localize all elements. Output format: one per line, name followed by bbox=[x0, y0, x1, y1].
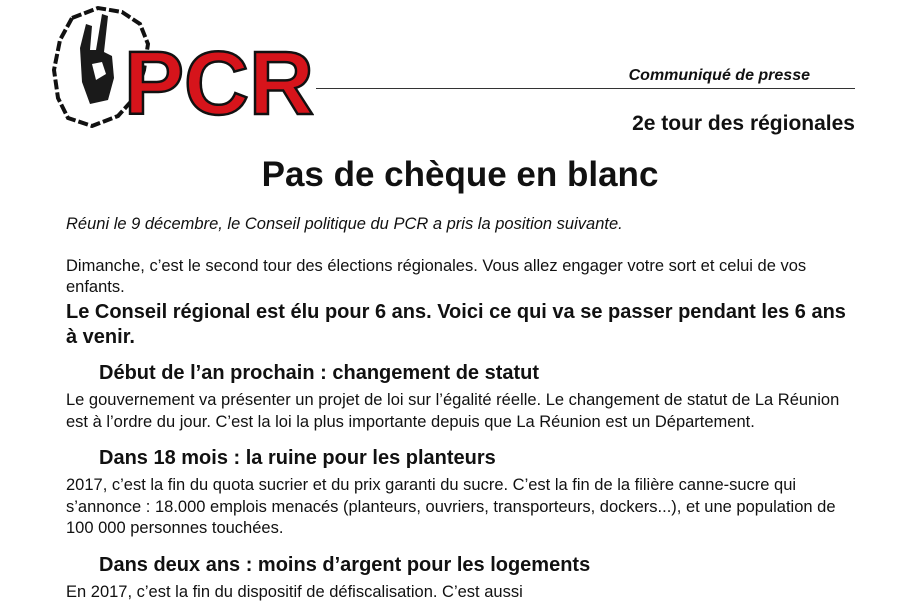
intro-text: Réuni le 9 décembre, le Conseil politique du PCR a pris la position suivante. bbox=[66, 215, 623, 233]
section-heading: Dans 18 mois : la ruine pour les planteurs bbox=[99, 447, 496, 469]
header-rule bbox=[316, 88, 855, 89]
press-release-label: Communiqué de presse bbox=[628, 67, 810, 84]
lead-statement: Le Conseil régional est élu pour 6 ans. Voici ce qui va se passer pendant les 6 ans à venir. bbox=[66, 301, 846, 348]
pcr-logo bbox=[52, 4, 314, 128]
paragraph: Dimanche, c’est le second tour des élections régionales. Vous allez engager votre sort et celui de vos enfants. bbox=[66, 257, 807, 296]
section-heading: Début de l’an prochain : changement de statut bbox=[99, 362, 540, 384]
section-statut bbox=[66, 360, 856, 433]
article-body bbox=[66, 213, 856, 615]
logo-wordmark: PCR bbox=[124, 34, 314, 128]
section-body: Le gouvernement va présenter un projet de loi sur l’égalité réelle. Le changement de statut de La Réunion est à l’ordre du jour. C’est la loi la plus importante depuis que La Réunion est un Département. bbox=[66, 391, 840, 431]
topic-label: 2e tour des régionales bbox=[632, 112, 855, 135]
section-heading: Dans deux ans : moins d’argent pour les logements bbox=[99, 553, 591, 576]
page-title: Pas de chèque en blanc bbox=[261, 155, 659, 194]
section-planteurs bbox=[66, 445, 856, 540]
section-body: 2017, c’est la fin du quota sucrier et du prix garanti du sucre. C’est la fin de la filière canne-sucre qui s’annonce : 18.000 emplois menacés (planteurs, ouvriers, transporteurs, dockers...), et une population de 100 000 personnes touchées. bbox=[66, 476, 836, 537]
section-body: En 2017, c’est la fin du dispositif de défiscalisation. C’est aussi bbox=[66, 582, 523, 601]
section-logements bbox=[66, 552, 856, 604]
